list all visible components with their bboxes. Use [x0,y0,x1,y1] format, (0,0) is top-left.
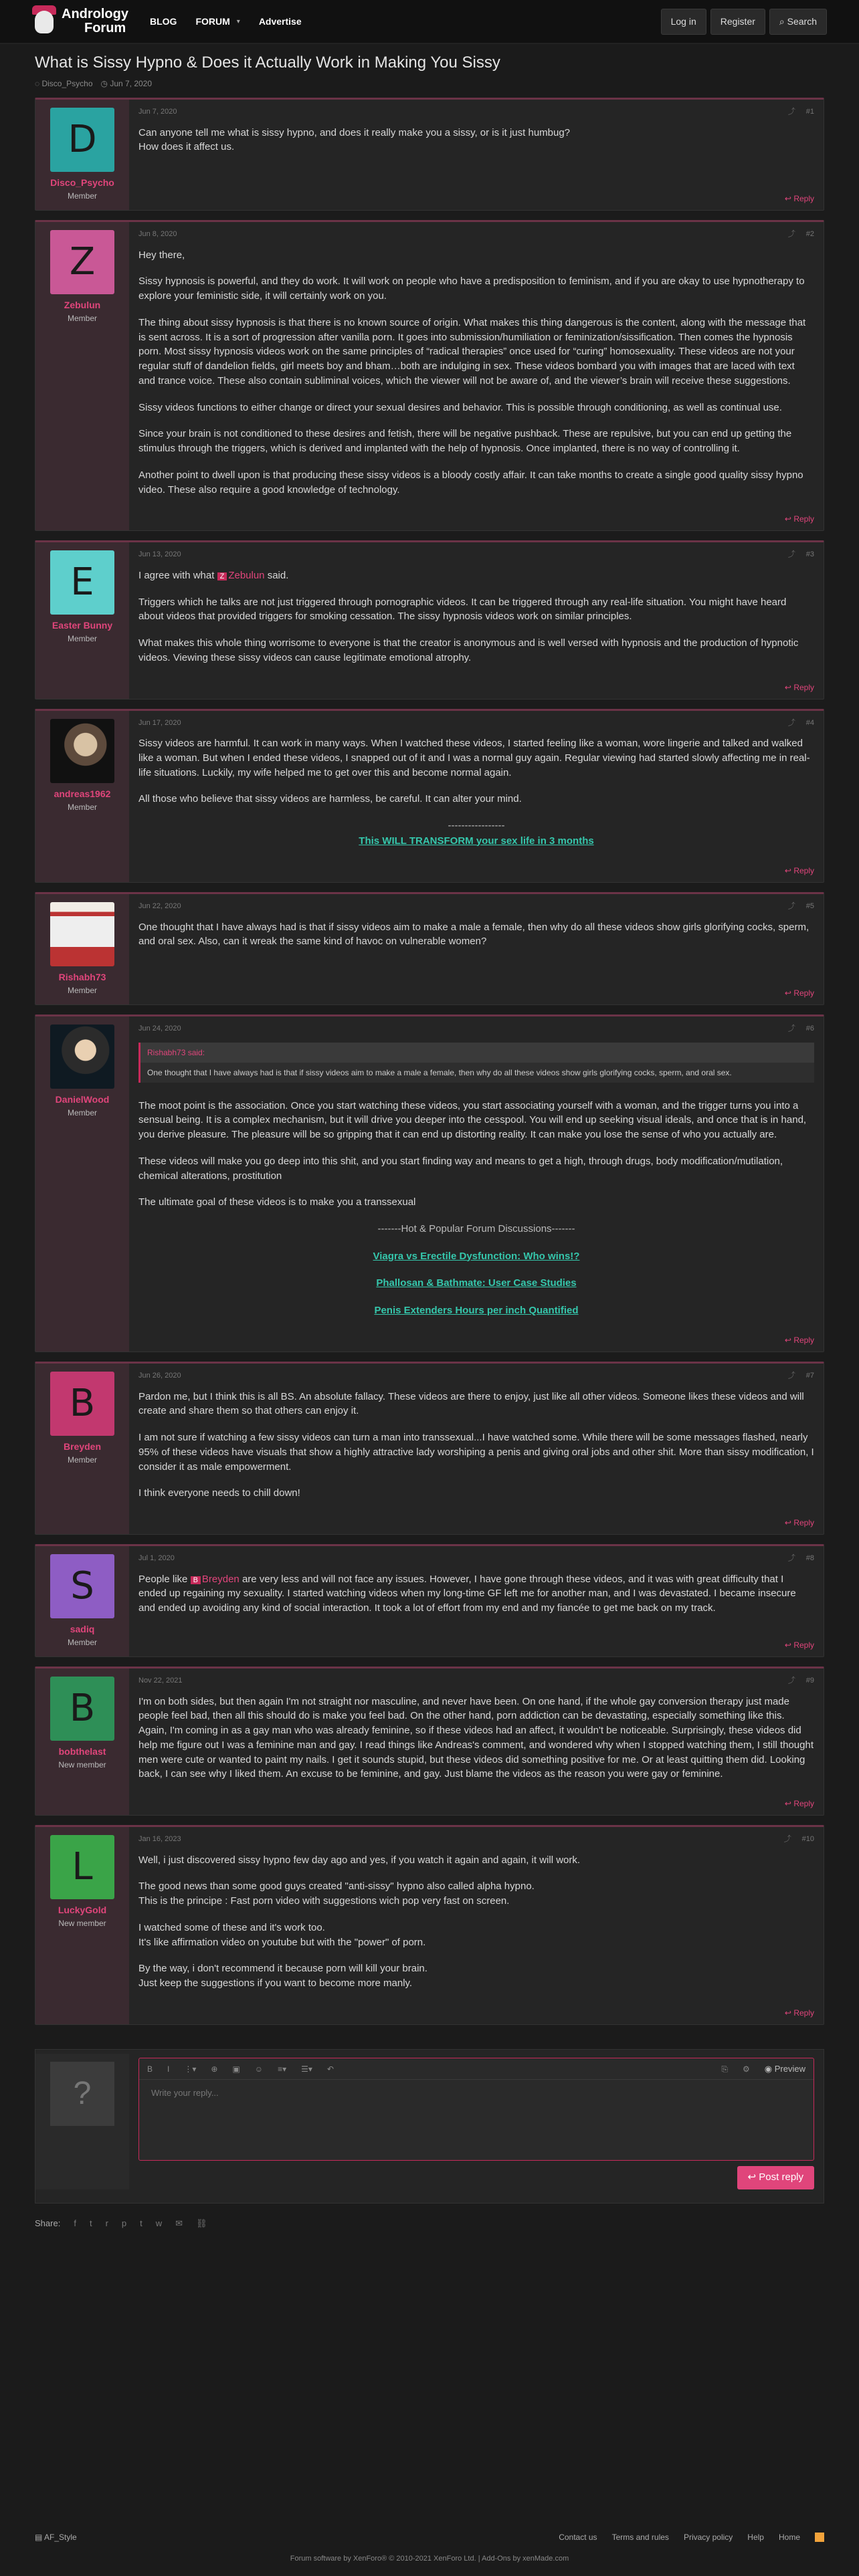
site-logo[interactable] [32,4,128,39]
post-actions [788,229,814,240]
register-button[interactable]: Register [710,9,765,35]
post-paragraph [138,1695,814,1782]
post-header [138,1553,814,1564]
post-paragraph [138,1853,814,1868]
search-button[interactable] [769,9,827,35]
user-title: Member [67,1638,97,1647]
save-draft-icon[interactable]: ⎘ [721,2064,729,2074]
promo-link[interactable]: This WILL TRANSFORM your sex life in 3 months [359,835,594,847]
post-header [138,1675,814,1687]
reddit-icon[interactable]: r [105,2218,108,2228]
post-content [138,1853,814,2003]
post [35,540,824,699]
post-paragraph [138,636,814,665]
paragraph-text: I watched some of these and it's work too. [138,1921,325,1933]
avatar[interactable]: E [50,550,114,615]
reply-icon: ↩ [784,1335,794,1345]
reply-button[interactable] [785,1330,814,1346]
post-date[interactable]: Jun 17, 2020 [138,718,181,727]
share-label: Share: [35,2218,61,2228]
paragraph-text: The thing about sissy hypnosis is that there is no known source of origin. What makes this thing dangerous is the content, along with the message that is sent across. It is a sort of progression after vanilla porn. It goes into submission/humiliation or feminization/sissification. Then comes the hypnosis porn. Most sissy hypnosis videos work on the same principles of “radical therapies” once used for “curing” homosexuality. These videos are not your regular stuff of dandelion fields, girl meets boy and bham…both are indulging in sex. These videos bombard you with images that are laced with text and trance voice. These also contain subliminal voices, which the viewer will not be aware of, and the viewer’s brain will receive these suggestions. [138,316,806,387]
nav-blog[interactable]: BLOG [150,15,177,27]
reply-button[interactable] [785,983,814,999]
italic-icon[interactable]: I [167,2064,170,2074]
reply-icon: ↩ [784,514,794,524]
post-date[interactable]: Jun 24, 2020 [138,1025,181,1033]
logo-line2: Forum [84,21,126,35]
post-body [129,1016,824,1352]
avatar[interactable] [50,719,114,783]
paragraph-text: This is the principe : Fast porn video with suggestions wich pop very fast on screen. [138,1895,510,1907]
reply-label: Reply [793,1335,814,1345]
promo-separator: ----------------- [448,820,505,831]
paragraph-text: How does it affect us. [138,141,235,153]
username[interactable]: Zebulun [64,300,101,310]
avatar[interactable]: Z [50,230,114,294]
insert-icon[interactable]: ≡▾ [278,2064,287,2074]
post-actions [784,1834,814,1845]
thread-date-text: Jun 7, 2020 [110,79,153,88]
hot-discussion-link[interactable]: Penis Extenders Hours per inch Quantified [374,1304,579,1316]
quote-body: One thought that I have always had is that if sissy videos aim to make a male a female, then why do all these videos show girls glorifying cocks, sperm, and oral sex. [140,1063,814,1083]
paragraph-text: One thought that I have always had is that if sissy videos aim to make a male a female, then why do all these videos show girls glorifying cocks, sperm, and oral sex. Also, can it wreak the same kind of havoc on vulnerable women? [138,921,809,948]
post-content [138,736,814,861]
username[interactable]: DanielWood [55,1094,110,1105]
post-body [129,222,824,530]
user-title: Member [67,802,97,812]
post-user-panel [35,1669,129,1815]
post-paragraph [138,427,814,456]
link-icon[interactable]: ⊕ [211,2064,218,2074]
post-user-panel [35,1546,129,1656]
reply-button[interactable] [785,2003,814,2019]
nav-forum[interactable] [195,15,240,29]
post-content [138,1572,814,1628]
post-header [138,901,814,912]
post-date[interactable]: Nov 22, 2021 [138,1677,183,1685]
paragraph-text: All those who believe that sissy videos are harmless, be careful. It can alter your mind. [138,793,522,805]
username[interactable]: Breyden [63,1441,102,1452]
post [35,1362,824,1535]
paragraph-text: said. [267,569,289,581]
post-user-panel [35,1364,129,1534]
smilie-icon[interactable]: ☺ [254,2064,264,2074]
mention-avatar: B [191,1576,201,1584]
quote-header[interactable]: Rishabh73 said: [147,1047,205,1057]
user-mention[interactable]: Zebulun [228,569,265,581]
post-body [129,894,824,1004]
username[interactable]: Disco_Psycho [50,177,114,188]
post-number[interactable]: #2 [805,230,814,238]
post-number[interactable]: #7 [805,1372,814,1380]
quote-block [138,1043,814,1083]
tumblr-icon[interactable]: t [140,2218,142,2228]
post-actions [788,1553,814,1564]
reply-icon: ↩ [784,682,794,692]
paragraph-text: I think everyone needs to chill down! [138,1487,300,1499]
reply-button[interactable] [785,1635,814,1651]
footer-privacy[interactable]: Privacy policy [683,2533,733,2542]
post-body [129,1827,824,2024]
paragraph-text: I'm on both sides, but then again I'm not straight nor masculine, and never have been. On one hand, if the whole gay conversion therapy just made people feel bad, then all this should do is make you feel bad. On the other hand, porn addiction can be devastating, especially something like this. Again, I'm coming in as a gay man who was already feminine, so if these videos had an affect, it wouldn't be noticeable. Surprisingly, these videos did help me figure out I was a feminine man and gay. I read things like Andreas's comment, and wondered why when I stopped watching them, I still thought men were cute or wanted to paint my nails. I get it sounds stupid, but these videos did something positive for me. Or at least quitting them did. Looking back, I can see why I liked them. An excuse to be feminine, and gay. Just blame the videos as the reason you were gay or feminine. [138,1695,814,1780]
paragraph-text: are very less and will not face any issues. However, I have gone through these videos, and it was with great difficulty that I ended up regaining my sexuality. I started watching videos when my long-time GF left me for another man, and I was devastated. I became insecure and ended up avoiding any kind of social interaction. It took a lot of effort from my end and my fiancée to get me back on my track. [138,1573,796,1614]
reply-icon: ↩ [784,2008,794,2018]
username[interactable]: sadiq [70,1624,95,1634]
link-share-icon[interactable]: ⛓ [196,2218,207,2228]
reply-label: Reply [793,1799,814,1808]
post-actions [788,1370,814,1382]
user-icon: ◌ [35,79,42,88]
preview-label: Preview [774,2063,805,2074]
thread-title: What is Sissy Hypno & Does it Actually Work in Making You Sissy [35,53,500,72]
hot-discussion-item [138,1303,814,1319]
post-paragraph [138,1961,814,1991]
post-paragraph [138,1879,814,1909]
undo-icon[interactable]: ↶ [326,2064,334,2074]
post-actions [788,1675,814,1687]
reply-button[interactable] [785,189,814,205]
chevron-down-icon[interactable]: ▾ [236,17,240,25]
thread-date[interactable] [101,78,153,90]
reply-button[interactable] [785,861,814,877]
post-paragraph [138,248,814,263]
post-actions [788,1023,814,1035]
paragraph-text: Just keep the suggestions if you want to become more manly. [138,1977,413,1989]
reply-button[interactable] [785,1513,814,1529]
post-number[interactable]: #9 [805,1677,814,1685]
reply-textarea[interactable]: Write your reply... [151,2088,219,2099]
footer-contact[interactable]: Contact us [559,2533,597,2542]
post-date[interactable]: Jun 22, 2020 [138,902,181,910]
username[interactable]: Rishabh73 [58,972,106,982]
paragraph-text: The moot point is the association. Once you start watching these videos, you start associating yourself with a woman, and the trigger turns you into a sensual being. It is a complex mechanism, but it will drive you deeper into the cesspool. You will end up seeking visual ideals, and once that is in hand, you derive pleasure. The pleasure will be so gripping that it can end up distorting reality. It can make you lose the sense of who you actually are. [138,1099,807,1140]
reply-icon: ↩ [784,988,794,998]
post-paragraph [138,126,814,155]
reply-icon: ↩ [784,194,794,203]
post-user-panel [35,100,129,210]
user-title: Member [67,986,97,995]
hot-discussions [138,1222,814,1237]
post-paragraph [138,274,814,304]
post-content [138,248,814,510]
share-icon[interactable]: ⤴ [787,550,795,559]
post [35,1544,824,1657]
reply-label: Reply [793,194,814,203]
post-paragraph [138,568,814,583]
main-nav [150,15,302,29]
post-actions [788,106,814,118]
share-icon[interactable]: ⤴ [787,718,795,727]
paragraph-text: Triggers which he talks are not just triggered through pornographic videos. It can be triggered through any real-life situation. You might have heard about videos that provided triggers for smoking cessation. The sissy hypnosis videos work on similar principles. [138,596,787,623]
post-reply-button[interactable] [737,2166,814,2189]
post-content [138,568,814,677]
clock-icon: ◷ [100,79,110,88]
post-number[interactable]: #5 [805,902,814,910]
hot-discussion-link[interactable]: Phallosan & Bathmate: User Case Studies [376,1277,577,1289]
post-paragraph [138,468,814,498]
post-number[interactable]: #8 [805,1554,814,1562]
email-icon[interactable]: ✉ [175,2218,183,2228]
post-date[interactable]: Jan 16, 2023 [138,1835,181,1843]
hot-discussions-title: -------Hot & Popular Forum Discussions------- [377,1223,575,1235]
mention-avatar: Z [217,572,227,580]
user-title: Member [67,1455,97,1465]
user-title: Member [67,634,97,644]
username[interactable]: LuckyGold [58,1905,107,1915]
avatar[interactable] [50,1025,114,1089]
post-number[interactable]: #1 [805,108,814,116]
style-chooser[interactable] [35,2531,77,2543]
user-title: Member [67,191,97,201]
post-paragraph [138,1430,814,1474]
share-icon[interactable]: ⤴ [787,902,795,910]
search-icon: ⌕ [779,15,787,27]
username[interactable]: Easter Bunny [52,620,113,631]
reply-label: Reply [793,514,814,524]
post-list [0,95,859,2025]
post-user-panel [35,222,129,530]
post-date[interactable]: Jun 8, 2020 [138,230,177,238]
post-paragraph [138,920,814,950]
share-bar [0,2204,859,2244]
post-header [138,1023,814,1035]
reply-editor[interactable] [138,2058,814,2161]
post-date[interactable]: Jul 1, 2020 [138,1554,175,1562]
login-button[interactable]: Log in [661,9,706,35]
post-body [129,542,824,698]
paragraph-text: Sissy videos functions to either change or direct your sexual desires and behavior. This is possible through conditioning, as well as continual use. [138,401,782,413]
post-paragraph [138,316,814,389]
avatar[interactable]: S [50,1554,114,1618]
more-text-icon[interactable]: ⋮▾ [184,2064,197,2074]
share-icon[interactable]: ⤴ [783,1835,791,1843]
paragraph-text: It's like affirmation video on youtube but with the "power" of porn. [138,1936,426,1948]
paragraph-text: I agree with what [138,569,215,581]
paragraph-text: These videos will make you go deep into this shit, and you start finding way and means to get a high, through drugs, body modification/mutilation, chemical alterations, prostitution [138,1155,783,1182]
user-title: Member [67,314,97,323]
facebook-icon[interactable]: f [74,2218,76,2228]
post-header [138,1370,814,1382]
user-mention[interactable]: Breyden [201,1573,240,1585]
footer-home[interactable]: Home [778,2533,800,2542]
reply-label: Reply [793,988,814,998]
post-paragraph [138,1486,814,1501]
post-paragraph [138,401,814,415]
top-bar [0,0,859,44]
paragraph-text: Another point to dwell upon is that producing these sissy videos is a bloody costly affair. It can take months to create a single good quality sissy hypno video. These also require a good knowledge of technology. [138,469,803,496]
post-number[interactable]: #3 [805,550,814,559]
avatar[interactable]: D [50,108,114,172]
post-actions [788,718,814,729]
options-icon[interactable]: ⚙ [743,2064,750,2074]
post-paragraph [138,1572,814,1616]
paragraph-text: Since your brain is not conditioned to these desires and fetish, there will be negative pushback. These are repulsive, but you can end up getting the stimulus through the triggers, which is derived and implanted with the help of hypnosis. Once implanted, there is no way of controlling it. [138,428,792,454]
post [35,709,824,883]
image-icon[interactable]: ▣ [232,2064,240,2074]
preview-button[interactable] [765,2062,805,2076]
bold-icon[interactable]: B [147,2064,153,2074]
reply-label: Reply [793,682,814,692]
hot-discussion-item [138,1249,814,1265]
post-body [129,100,824,210]
post-paragraph [138,1195,814,1210]
list-icon[interactable]: ☰▾ [301,2064,312,2074]
rss-icon[interactable] [815,2533,824,2542]
username[interactable]: bobthelast [58,1746,106,1757]
paragraph-text: Can anyone tell me what is sissy hypno, and does it really make you a sissy, or is it just humbug? [138,126,571,138]
post-user-panel [35,1016,129,1352]
post-date[interactable]: Jun 26, 2020 [138,1372,181,1380]
user-title: New member [58,1760,106,1769]
post [35,1014,824,1352]
search-label: Search [787,15,817,27]
post-paragraph [138,1099,814,1142]
post-content [138,126,814,167]
username[interactable]: andreas1962 [54,788,111,799]
post [35,98,824,211]
reply-label: Reply [793,1518,814,1527]
post-header [138,549,814,560]
post [35,1667,824,1816]
footer [0,2528,859,2565]
paragraph-text: The ultimate goal of these videos is to make you a transsexual [138,1196,416,1208]
post-body [129,711,824,883]
logo-icon [32,4,56,39]
avatar[interactable] [50,902,114,966]
post [35,1825,824,2025]
post-header [138,718,814,729]
post-user-panel [35,542,129,698]
post-paragraph [138,1390,814,1419]
post-user-panel [35,711,129,883]
style-label: AF_Style [44,2533,77,2542]
share-icon[interactable]: ⤴ [787,230,795,238]
hot-discussion-item [138,1276,814,1291]
paragraph-text: I am not sure if watching a few sissy videos can turn a man into transsexual...I have watched some. While there will be some messages flashed, nearly 95% of these videos have visuals that show a highly attractive lady worshiping a penis and giving oral jobs and other shit. More than sissy modification, I consider it as male empowerment. [138,1432,814,1473]
post-body [129,1546,824,1656]
post-reply-label: Post reply [759,2171,803,2183]
user-title: New member [58,1919,106,1928]
editor-toolbar [139,2058,814,2080]
post-paragraph [138,1154,814,1184]
post-date[interactable]: Jun 13, 2020 [138,550,181,559]
logo-line1: Andrology [62,7,128,21]
eye-icon: ◉ [764,2063,775,2074]
footer-help[interactable]: Help [747,2533,764,2542]
reply-label: Reply [793,866,814,875]
post [35,892,824,1005]
post-body [129,1669,824,1815]
paragraph-text: People like [138,1573,188,1585]
hot-discussion-link[interactable]: Viagra vs Erectile Dysfunction: Who wins!? [373,1250,580,1262]
post-header [138,1834,814,1845]
reply-icon: ↩ [784,1799,794,1808]
post-content [138,1390,814,1513]
post [35,220,824,531]
share-icon[interactable]: ⤴ [787,1554,795,1562]
post-user-panel [35,894,129,1004]
reply-label: Reply [793,2008,814,2018]
reply-button[interactable] [785,677,814,693]
paragraph-text: Pardon me, but I think this is all BS. An absolute fallacy. These videos are there to enjoy, just like all other videos. Someone likes these videos and will create and share them so that others can enjoy it. [138,1390,804,1417]
paragraph-text: Well, i just discovered sissy hypno few day ago and yes, if you watch it again and again, it will work. [138,1854,581,1866]
post-header [138,229,814,240]
post-number[interactable]: #10 [801,1835,814,1843]
reply-icon: ↩ [784,1640,794,1650]
paragraph-text: The good news than some good guys created "anti-sissy" hypno also called alpha hypno. [138,1881,535,1893]
quick-reply [35,2049,824,2204]
share-icon[interactable]: ⤴ [787,1025,795,1033]
post-number[interactable]: #6 [805,1025,814,1033]
nav-advertise[interactable]: Advertise [258,15,302,27]
post-header [138,106,814,118]
share-icon[interactable]: ⤴ [787,1372,795,1380]
reply-button[interactable] [785,1794,814,1810]
promo-block [138,819,814,849]
reply-label: Reply [793,1640,814,1650]
user-title: Member [67,1108,97,1117]
twitter-icon[interactable]: t [89,2218,92,2228]
paint-icon: ▤ [35,2533,45,2542]
paragraph-text: Sissy videos are harmful. It can work in many ways. When I watched these videos, I started feeling like a woman, wore lingerie and talked and walked like a woman. But when I ended these videos, I snapped out of it and I was a normal guy again. Regular viewing had started slowly affecting me in real-life situations. Luckily, my wife helped me to get over this and become normal again. [138,738,810,778]
post-user-panel [35,1827,129,2024]
copyright: Forum software by XenForo® © 2010-2021 XenForo Ltd. | Add-Ons by xenMade.com [290,2555,569,2563]
paragraph-text: By the way, i don't recommend it because porn will kill your brain. [138,1963,427,1975]
post-body [129,1364,824,1534]
post-paragraph [138,792,814,807]
nav-forum-label: FORUM [195,15,230,27]
post-date[interactable]: Jun 7, 2020 [138,108,177,116]
avatar[interactable]: L [50,1835,114,1899]
post-content [138,920,814,962]
post-actions [788,901,814,912]
avatar[interactable]: B [50,1677,114,1741]
whatsapp-icon[interactable]: w [155,2218,163,2228]
pinterest-icon[interactable]: p [121,2218,127,2228]
paragraph-text: Sissy hypnosis is powerful, and they do work. It will work on people who have a predisposition to feminism, and if you are okay to use hypnotherapy to explore your feministic side, it will certainly work on you. [138,276,805,302]
thread-author[interactable] [35,78,93,90]
post-number[interactable]: #4 [805,718,814,727]
reply-icon: ↩ [784,866,794,875]
post-paragraph [138,595,814,625]
reply-button[interactable] [785,509,814,525]
post-content [138,1043,814,1331]
post-paragraph [138,1921,814,1950]
avatar[interactable]: B [50,1372,114,1436]
share-icon[interactable]: ⤴ [787,1677,795,1685]
guest-avatar: ? [50,2062,114,2126]
reply-icon: ↩ [784,1518,794,1527]
post-paragraph [138,736,814,780]
thread-author-name: Disco_Psycho [41,79,93,88]
footer-terms[interactable]: Terms and rules [611,2533,669,2542]
paragraph-text: What makes this whole thing worrisome to everyone is that the creator is anonymous and is well versed with hypnosis and the production of hypnotic videos. Viewing these sissy videos can cause legitimate emotional atrophy. [138,637,799,663]
post-content [138,1695,814,1794]
share-icon[interactable]: ⤴ [787,108,795,116]
reply-icon: ↩ [747,2171,759,2183]
paragraph-text: Hey there, [138,249,185,261]
post-actions [788,549,814,560]
